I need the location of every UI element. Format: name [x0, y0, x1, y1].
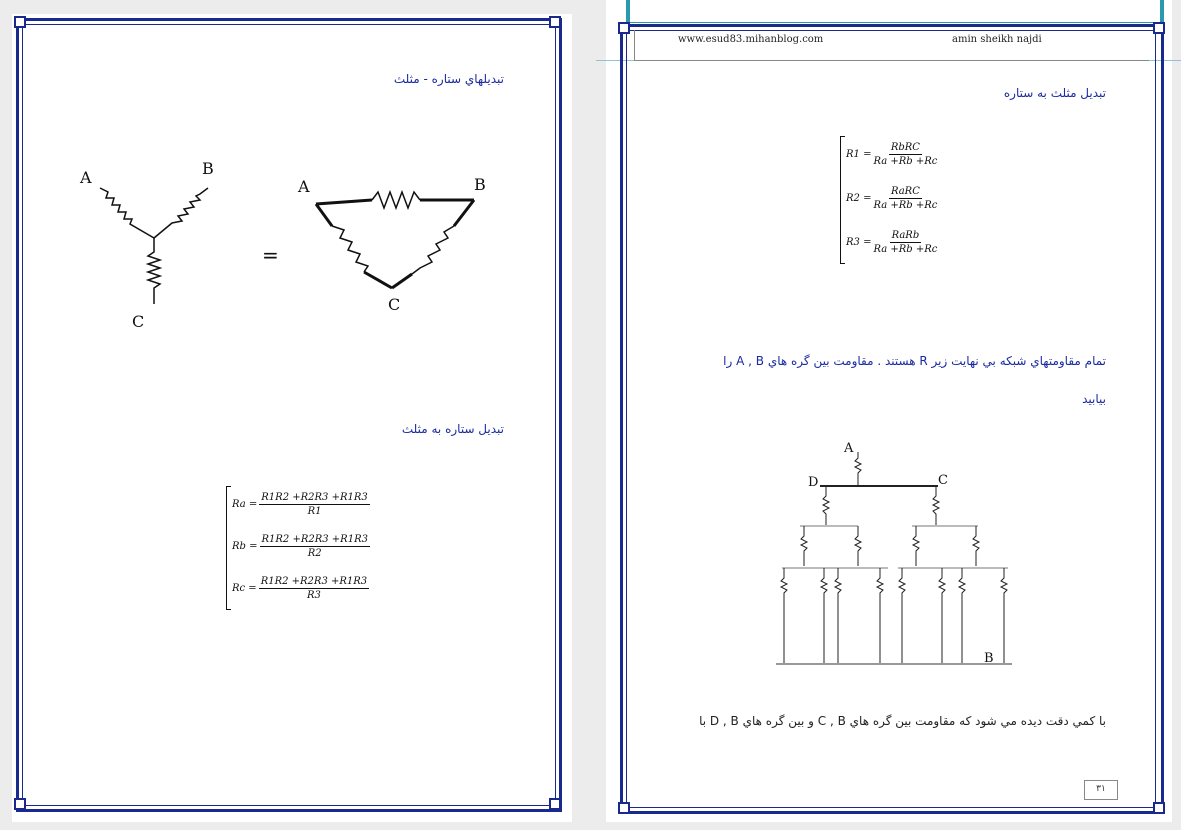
equation-fraction: [873, 229, 937, 256]
resistor-level3: [781, 568, 1007, 664]
equation-denominator: Ra +Rb +Rc: [873, 155, 938, 167]
network-label-c: C: [938, 473, 948, 488]
resistor-level2: [973, 526, 979, 566]
resistor-network-diagram: [762, 438, 1022, 670]
resistor-level2: [913, 526, 919, 566]
header-author: amin sheikh najdi: [952, 34, 1042, 45]
equation-numerator: RaRb: [891, 229, 920, 241]
corner-ornament: [1153, 22, 1165, 34]
corner-ornament: [549, 798, 561, 810]
equation-numerator: R1R2 +R2R3 +R1R3: [261, 533, 368, 545]
equation-row: [846, 136, 937, 172]
equation-fraction: [260, 533, 370, 560]
equation-brace: [226, 486, 231, 610]
header-website: www.esud83.mihanblog.com: [678, 34, 824, 45]
equation-denominator: Ra +Rb +Rc: [873, 199, 938, 211]
corner-ornament: [14, 798, 26, 810]
equation-lhs: Rc =: [232, 582, 257, 594]
resistor-level2: [801, 526, 807, 566]
star-resistor-a: [100, 188, 154, 238]
star-label-c: C: [132, 312, 145, 331]
bottom-paragraph: با كمي دقت ديده مي شود كه مقاومت بين گره هاي C , B و بين گره هاي D , B با: [699, 714, 1106, 728]
resistor-level2: [855, 526, 861, 566]
star-to-delta-equations: [226, 484, 386, 612]
network-label-a: A: [844, 441, 854, 456]
equation-fraction: [259, 575, 369, 602]
section-title: تبديل ستاره به مثلث: [401, 422, 504, 436]
equation-numerator: R1R2 +R2R3 +R1R3: [261, 491, 368, 503]
equation-row: [232, 486, 370, 522]
right-page: [606, 0, 1172, 822]
resistor-c: [933, 486, 939, 526]
problem-statement-line1: تمام مقاومتهاي شبكه بي نهايت زير R هستند . مقاومت بين گره هاي A , B را: [723, 354, 1106, 368]
corner-ornament: [1153, 802, 1165, 814]
section-title: تبديل مثلث به ستاره: [1003, 86, 1106, 100]
star-label-a: A: [80, 168, 92, 187]
star-resistor-b: [154, 188, 208, 238]
delta-resistor-ac: [332, 226, 368, 272]
problem-statement-line2: بيابيد: [1082, 392, 1106, 406]
equation-fraction: [873, 141, 937, 168]
equation-numerator: R1R2 +R2R3 +R1R3: [260, 575, 368, 587]
delta-label-c: C: [388, 295, 401, 314]
equation-row: [232, 570, 369, 606]
page-number: ۳۱: [1084, 780, 1118, 800]
equation-lhs: Ra =: [232, 498, 258, 510]
equation-denominator: R1: [307, 505, 322, 517]
network-label-d: D: [808, 475, 819, 490]
left-page: [12, 14, 572, 822]
network-label-b: B: [984, 651, 994, 666]
delta-to-star-equations: [840, 134, 960, 266]
resistor-a: [855, 452, 861, 486]
delta-resistor-ab: [372, 192, 420, 208]
equation-numerator: RbRC: [890, 141, 920, 153]
corner-ornament: [14, 16, 26, 28]
equation-brace: [840, 136, 845, 264]
equals-sign: =: [262, 243, 279, 267]
corner-ornament: [618, 22, 630, 34]
equation-lhs: R3 =: [846, 236, 872, 248]
equation-denominator: R3: [306, 589, 321, 601]
equation-fraction: [259, 491, 369, 518]
delta-network: [316, 192, 474, 288]
left-page-inner-border: [22, 24, 556, 806]
delta-label-a: A: [298, 177, 310, 196]
equation-lhs: R1 =: [846, 148, 872, 160]
equation-lhs: Rb =: [232, 540, 258, 552]
corner-ornament: [549, 16, 561, 28]
equation-numerator: RaRC: [890, 185, 920, 197]
delta-resistor-bc: [412, 226, 454, 274]
equation-row: [232, 528, 370, 564]
equation-denominator: Ra +Rb +Rc: [873, 243, 938, 255]
page-title: تبديلهاي ستاره - مثلث: [393, 72, 504, 86]
star-network: [100, 188, 208, 304]
equation-denominator: R2: [307, 547, 322, 559]
corner-ornament: [618, 802, 630, 814]
resistor-d: [823, 486, 829, 526]
star-delta-diagram: [62, 152, 542, 342]
star-label-b: B: [202, 159, 214, 178]
equation-lhs: R2 =: [846, 192, 872, 204]
equation-row: [846, 224, 937, 260]
header-tab: [626, 0, 1164, 23]
delta-label-b: B: [474, 175, 486, 194]
star-resistor-c: [148, 238, 160, 304]
equation-fraction: [873, 185, 937, 212]
equation-row: [846, 180, 937, 216]
